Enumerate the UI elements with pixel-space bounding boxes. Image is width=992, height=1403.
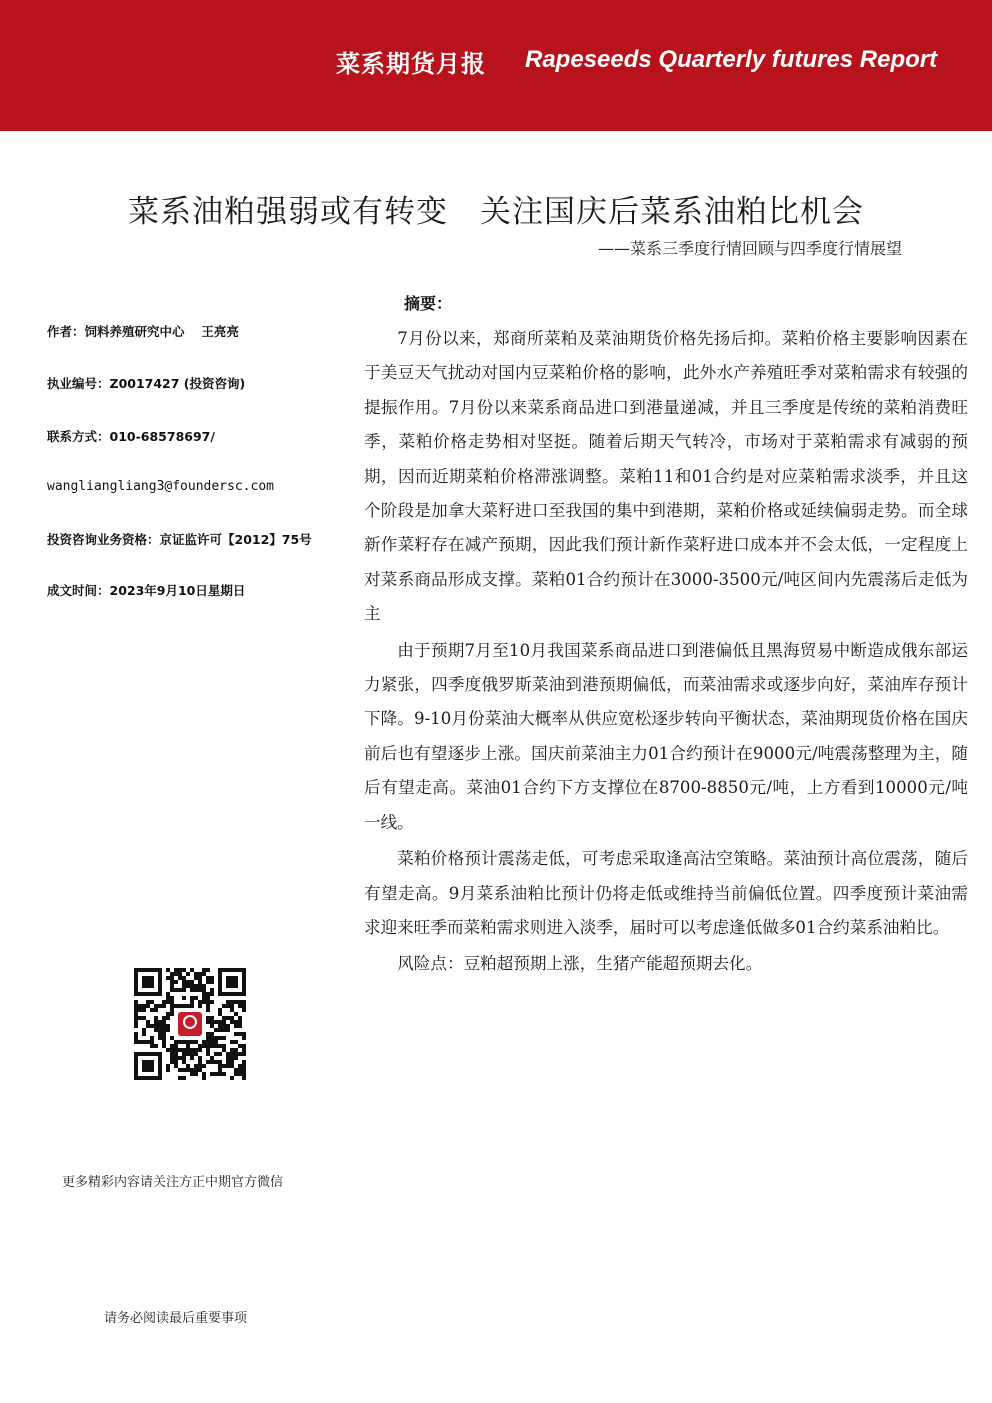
header-banner: [0, 0, 992, 131]
email-line: wangliangliang3@foundersc.com: [47, 479, 274, 494]
report-series-title-en: Rapeseeds Quarterly futures Report: [525, 46, 938, 73]
abstract-body: [364, 322, 968, 984]
wechat-qr-code-icon: [134, 968, 246, 1080]
contact-line: 联系方式：010-68578697/: [47, 429, 215, 444]
license-line: 执业编号：Z0017427 (投资咨询): [47, 376, 246, 391]
abstract-paragraph: 风险点：豆粕超预期上涨，生猪产能超预期去化。: [397, 954, 763, 974]
abstract-paragraph: 7月份以来，郑商所菜粕及菜油期货价格先扬后抑。菜粕价格主要影响因素在于美豆天气扰动对国内豆菜粕价格的影响，此外水产养殖旺季对菜粕需求有较强的提振作用。7月份以来菜系商品进口到港量递减，并且三季度是传统的菜粕消费旺季，菜粕价格走势相对坚挺。随着后期天气转冷，市场对于菜粕需求有减弱的预期，因而近期菜粕价格滞涨调整。菜粕11和01合约是对应菜粕需求淡季，并且这个阶段是加拿大菜籽进口至我国的集中到港期，菜粕价格或延续偏弱走势。而全球新作菜籽存在减产预期，因此我们预计新作菜籽进口成本并不会太低，一定程度上对菜系商品形成支撑。菜粕01合约预计在3000-3500元/吨区间内先震荡后走低为主: [364, 329, 968, 624]
abstract-heading: 摘要：: [404, 294, 453, 313]
abstract-paragraph: 菜粕价格预计震荡走低，可考虑采取逢高沽空策略。菜油预计高位震荡，随后有望走高。9月菜系油粕比预计仍将走低或维持当前偏低位置。四季度预计菜油需求迎来旺季而菜粕需求则进入淡季，届时可以考虑逢低做多01合约菜系油粕比。: [364, 849, 968, 937]
report-title: 菜系油粕强弱或有转变 关注国庆后菜系油粕比机会: [128, 194, 864, 230]
report-subtitle: ——菜系三季度行情回顾与四季度行情展望: [597, 239, 902, 258]
footer-note: 请务必阅读最后重要事项: [104, 1311, 248, 1326]
author-line: 作者：饲料养殖研究中心 王亮亮: [47, 324, 239, 339]
date-line: 成文时间：2023年9月10日星期日: [47, 583, 246, 598]
qr-caption: 更多精彩内容请关注方正中期官方微信: [62, 1175, 284, 1190]
qualification-line: 投资咨询业务资格：京证监许可【2012】75号: [47, 532, 312, 547]
abstract-paragraph: 由于预期7月至10月我国菜系商品进口到港偏低且黑海贸易中断造成俄东部运力紧张，四季度俄罗斯菜油到港预期偏低，而菜油需求或逐步向好，菜油库存预计下降。9-10月份菜油大概率从供应宽松逐步转向平衡状态，菜油期现货价格在国庆前后也有望逐步上涨。国庆前菜油主力01合约预计在9000元/吨震荡整理为主，随后有望走高。菜油01合约下方支撑位在8700-8850元/吨，上方看到10000元/吨一线。: [364, 640, 968, 832]
report-series-title-cn: 菜系期货月报: [336, 50, 486, 78]
